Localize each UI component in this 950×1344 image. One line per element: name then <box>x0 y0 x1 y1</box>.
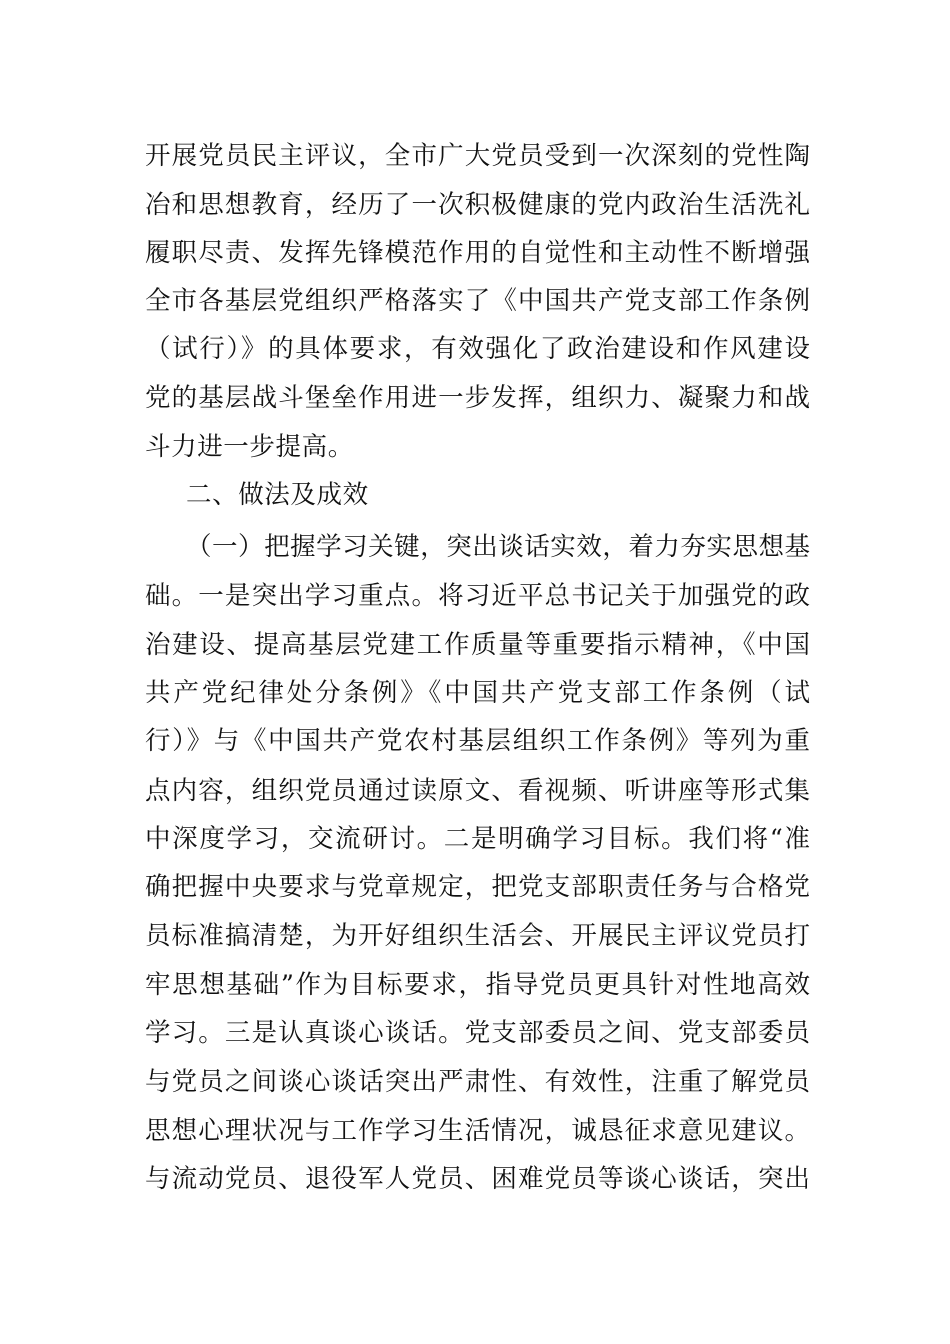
section-heading: 二、做法及成效 <box>186 480 369 510</box>
text-line: 础。一是突出学习重点。将习近平总书记关于加强党的政 <box>145 581 810 611</box>
subsection-heading-line: （一）把握学习关键，突出谈话实效，着力夯实思想基 <box>186 532 810 562</box>
text-line: 治建设、提高基层党建工作质量等重要指示精神，《中国 <box>145 630 810 660</box>
text-line: 点内容，组织党员通过读原文、看视频、听讲座等形式集 <box>145 776 810 806</box>
text-line: 斗力进一步提高。 <box>145 432 354 462</box>
text-line: 学习。三是认真谈心谈话。党支部委员之间、党支部委员 <box>145 1018 810 1048</box>
text-line: 冶和思想教育，经历了一次积极健康的党内政治生活洗礼 <box>145 190 810 220</box>
text-line: 与流动党员、退役军人党员、困难党员等谈心谈话，突出 <box>145 1164 810 1194</box>
text-line: 牢思想基础”作为目标要求，指导党员更具针对性地高效 <box>145 970 810 1000</box>
text-line: 员标准搞清楚，为开好组织生活会、开展民主评议党员打 <box>145 921 810 951</box>
text-line: 思想心理状况与工作学习生活情况，诚恳征求意见建议。 <box>145 1116 810 1146</box>
text-line: 确把握中央要求与党章规定，把党支部职责任务与合格党 <box>145 872 810 902</box>
text-line: 中深度学习，交流研讨。二是明确学习目标。我们将“准 <box>145 824 810 854</box>
text-line: 全市各基层党组织严格落实了《中国共产党支部工作条例 <box>145 286 810 316</box>
text-line: 行）》与《中国共产党农村基层组织工作条例》等列为重 <box>145 726 810 756</box>
text-line: 共产党纪律处分条例》《中国共产党支部工作条例（试 <box>145 678 810 708</box>
text-line: 开展党员民主评议，全市广大党员受到一次深刻的党性陶 <box>145 141 810 171</box>
text-line: 与党员之间谈心谈话突出严肃性、有效性，注重了解党员 <box>145 1067 810 1097</box>
text-line: （试行）》的具体要求，有效强化了政治建设和作风建设 <box>145 334 810 364</box>
text-line: 党的基层战斗堡垒作用进一步发挥，组织力、凝聚力和战 <box>145 383 810 413</box>
text-line: 履职尽责、发挥先锋模范作用的自觉性和主动性不断增强 <box>145 238 810 268</box>
